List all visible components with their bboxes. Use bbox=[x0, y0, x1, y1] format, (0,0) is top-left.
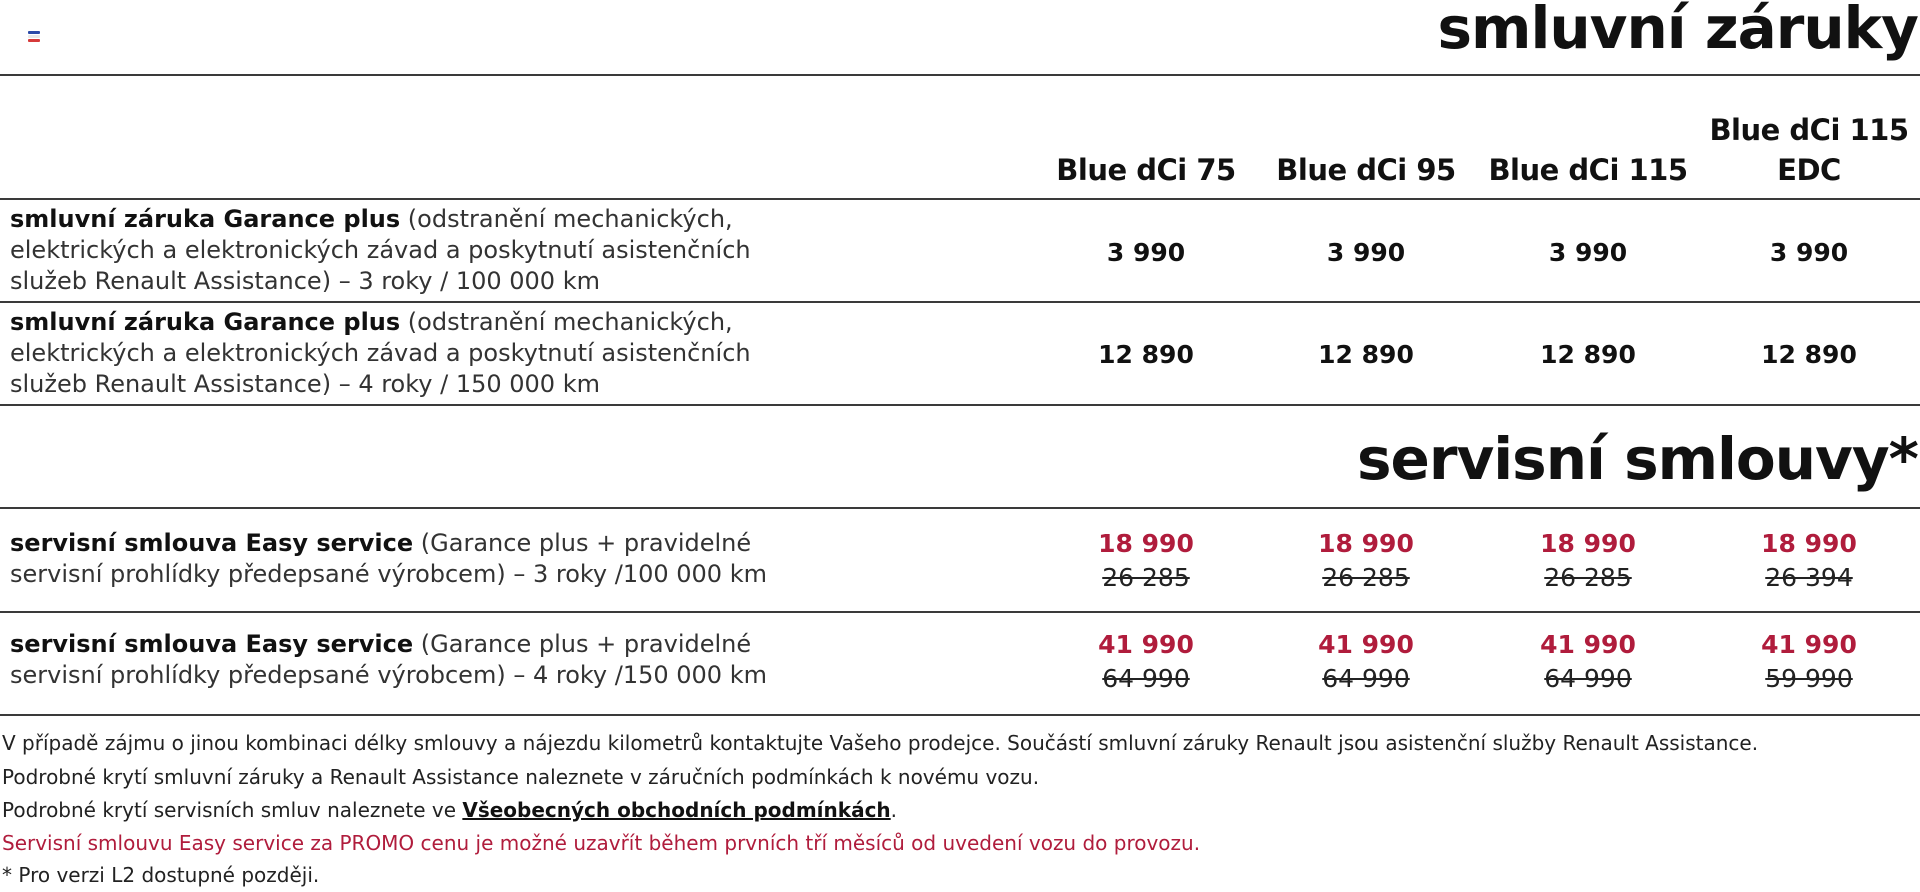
original-price: 26 285 bbox=[1544, 563, 1632, 592]
footnote: Podrobné krytí smluvní záruky a Renault Assistance naleznete v záručních podmínkách k novému vozu. bbox=[2, 765, 1040, 789]
footnote: * Pro verzi L2 dostupné později. bbox=[2, 863, 320, 887]
price-cell: 3 990 bbox=[1769, 238, 1849, 267]
table-row-description bbox=[10, 629, 830, 691]
promo-price: 18 990 bbox=[1540, 529, 1636, 558]
footnote-text: . bbox=[890, 798, 898, 822]
row-detail: (odstranění mechanických, elektrických a elektronických závad a poskytnutí asistenčních služeb Renault Assistance) – 4 roky / 150 000 km bbox=[10, 308, 751, 398]
row-name: servisní smlouva Easy service bbox=[10, 630, 414, 658]
price-cell: 3 990 bbox=[1106, 238, 1186, 267]
column-header: Blue dCi 115 EDC bbox=[1709, 113, 1909, 187]
column-header: Blue dCi 115 bbox=[1488, 153, 1688, 187]
price-cell: 12 890 bbox=[1318, 340, 1414, 369]
footnote: V případě zájmu o jinou kombinaci délky smlouvy a nájezdu kilometrů kontaktujte Vašeho prodejce. Součástí smluvní záruky Renault jsou asistenční služby Renault Assistance. bbox=[2, 731, 1759, 755]
footnote-text: Podrobné krytí servisních smluv naleznete ve bbox=[2, 798, 463, 822]
price-cell: 3 990 bbox=[1548, 238, 1628, 267]
promo-price: 18 990 bbox=[1318, 529, 1414, 558]
row-name: smluvní záruka Garance plus bbox=[10, 308, 401, 336]
divider bbox=[0, 301, 1920, 303]
divider bbox=[0, 714, 1920, 716]
original-price: 64 990 bbox=[1322, 664, 1410, 693]
price-cell: 12 890 bbox=[1761, 340, 1857, 369]
row-name: servisní smlouva Easy service bbox=[10, 529, 414, 557]
promo-price: 41 990 bbox=[1318, 630, 1414, 659]
divider bbox=[0, 74, 1920, 76]
czech-flag-icon bbox=[28, 31, 40, 41]
promo-price: 18 990 bbox=[1098, 529, 1194, 558]
row-name: smluvní záruka Garance plus bbox=[10, 205, 401, 233]
row-detail: (odstranění mechanických, elektrických a elektronických závad a poskytnutí asistenčních služeb Renault Assistance) – 3 roky / 100 000 km bbox=[10, 205, 751, 295]
price-cell: 12 890 bbox=[1540, 340, 1636, 369]
promo-price: 41 990 bbox=[1098, 630, 1194, 659]
original-price: 26 285 bbox=[1102, 563, 1190, 592]
terms-link[interactable]: Všeobecných obchodních podmínkách bbox=[462, 798, 891, 822]
promo-price: 41 990 bbox=[1540, 630, 1636, 659]
divider bbox=[0, 507, 1920, 509]
footnote bbox=[2, 793, 897, 827]
divider bbox=[0, 611, 1920, 613]
original-price: 64 990 bbox=[1544, 664, 1632, 693]
row-detail: (Garance plus + pravidelné servisní prohlídky předepsané výrobcem) – 4 roky /150 000 km bbox=[10, 630, 767, 689]
promo-price: 18 990 bbox=[1761, 529, 1857, 558]
original-price: 64 990 bbox=[1102, 664, 1190, 693]
original-price: 59 990 bbox=[1765, 664, 1853, 693]
promo-note: Servisní smlouvu Easy service za PROMO cenu je možné uzavřít během prvních tří měsíců od uvedení vozu do provozu. bbox=[2, 831, 1201, 855]
row-detail: (Garance plus + pravidelné servisní prohlídky předepsané výrobcem) – 3 roky /100 000 km bbox=[10, 529, 767, 588]
price-cell: 12 890 bbox=[1098, 340, 1194, 369]
original-price: 26 394 bbox=[1765, 563, 1853, 592]
table-row-description bbox=[10, 528, 830, 590]
divider bbox=[0, 404, 1920, 406]
section-title-service: servisní smlouvy* bbox=[1357, 425, 1918, 493]
column-header: Blue dCi 75 bbox=[1056, 153, 1236, 187]
divider bbox=[0, 198, 1920, 200]
original-price: 26 285 bbox=[1322, 563, 1410, 592]
section-title-warranty: smluvní záruky bbox=[1437, 0, 1918, 62]
promo-price: 41 990 bbox=[1761, 630, 1857, 659]
table-row-description bbox=[10, 204, 830, 297]
table-row-description bbox=[10, 307, 830, 400]
column-header: Blue dCi 95 bbox=[1276, 153, 1456, 187]
price-cell: 3 990 bbox=[1326, 238, 1406, 267]
